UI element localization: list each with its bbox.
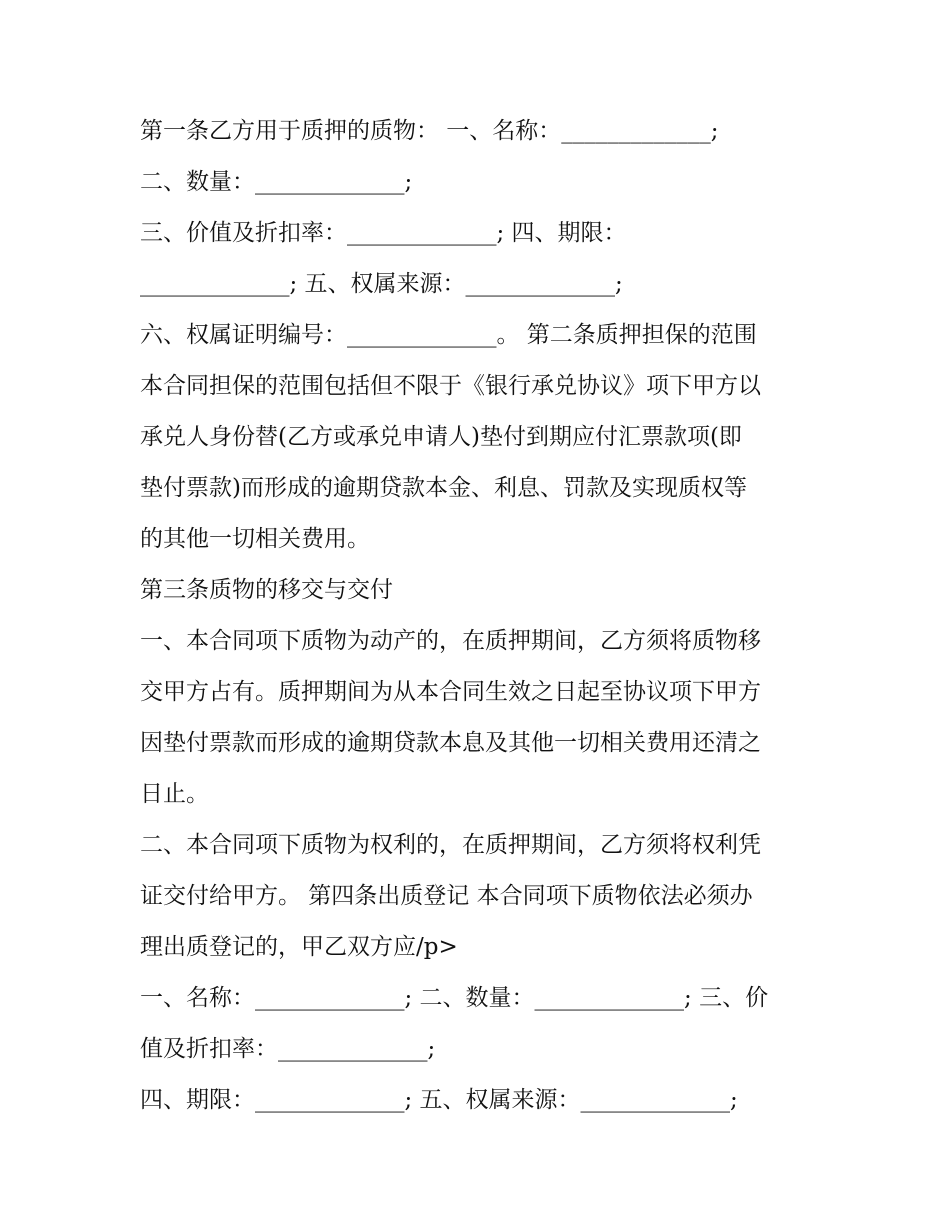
text-line: 承兑人身份替(乙方或承兑申请人)垫付到期应付汇票款项(即 (140, 424, 742, 450)
text-line: 交甲方占有。质押期间为从本合同生效之日起至协议项下甲方 (140, 679, 761, 705)
text-line: 证交付给甲方。 第四条出质登记 本合同项下质物依法必须办 (140, 883, 753, 909)
text-line: 三、价值及折扣率：_____________; 四、期限： (140, 220, 627, 246)
text-line: 日止。 (140, 781, 209, 807)
text-line: 理出质登记的，甲乙双方应/p> (140, 934, 458, 960)
text-line: 二、本合同项下质物为权利的，在质押期间，乙方须将权利凭 (140, 832, 761, 858)
text-line: _____________; 五、权属来源：_____________; (140, 271, 623, 297)
text-line: 四、期限：_____________; 五、权属来源：_____________; (140, 1087, 738, 1113)
text-line: 垫付票款)而形成的逾期贷款本金、利息、罚款及实现质权等 (140, 475, 747, 501)
text-line: 本合同担保的范围包括但不限于《银行承兑协议》项下甲方以 (140, 373, 761, 399)
text-line: 一、本合同项下质物为动产的，在质押期间，乙方须将质物移 (140, 628, 761, 654)
text-line: 值及折扣率：_____________; (140, 1036, 436, 1062)
text-line: 因垫付票款而形成的逾期贷款本息及其他一切相关费用还清之 (140, 730, 761, 756)
text-line: 六、权属证明编号：_____________。 第二条质押担保的范围 (140, 322, 757, 348)
text-line: 一、名称：_____________; 二、数量：_____________; 三、价 (140, 985, 769, 1011)
text-line: 第一条乙方用于质押的质物： 一、名称：_____________; (140, 118, 719, 144)
text-line: 的其他一切相关费用。 (140, 526, 370, 552)
text-line: 二、数量：_____________; (140, 169, 413, 195)
section-heading: 第三条质物的移交与交付 (140, 577, 393, 603)
document-body (140, 106, 820, 1126)
